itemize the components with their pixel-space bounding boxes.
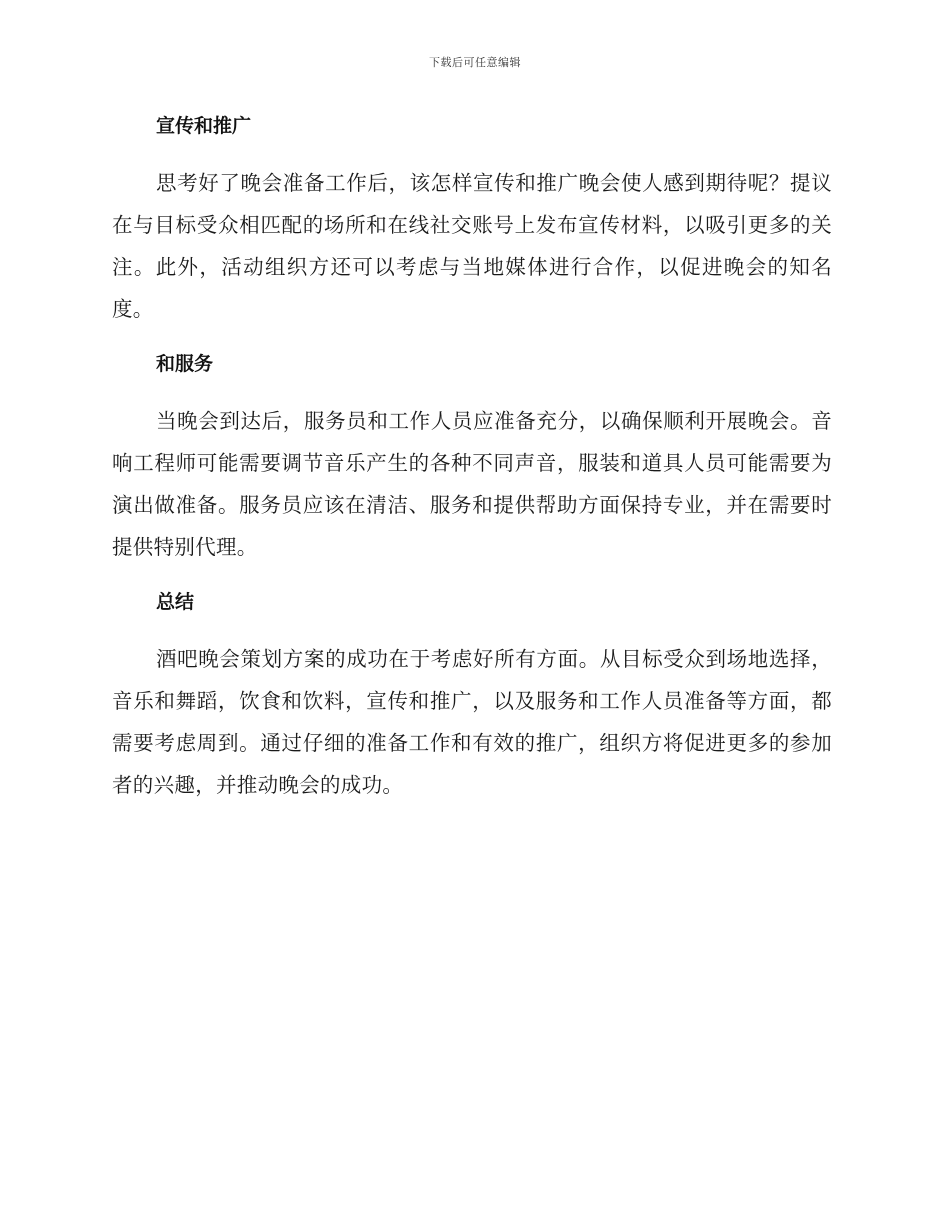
section-paragraph: 酒吧晚会策划方案的成功在于考虑好所有方面。从目标受众到场地选择，音乐和舞蹈，饮食和饮料，宣传和推广，以及服务和工作人员准备等方面，都需要考虑周到。通过仔细的准备工作和有效的推广，组织方将促进更多的参加者的兴趣，并推动晚会的成功。 xyxy=(112,647,832,797)
section-heading: 和服务 xyxy=(156,353,214,375)
page-header-note: 下载后可任意编辑 xyxy=(429,56,521,69)
section-paragraph: 当晚会到达后，服务员和工作人员应准备充分，以确保顺利开展晚会。音响工程师可能需要调节音乐产生的各种不同声音，服装和道具人员可能需要为演出做准备。服务员应该在清洁、服务和提供帮助方面保持专业，并在需要时提供特别代理。 xyxy=(112,409,832,559)
document-body xyxy=(112,110,832,824)
section-service xyxy=(112,348,832,568)
section-summary xyxy=(112,586,832,806)
section-promotion xyxy=(112,110,832,330)
section-heading: 总结 xyxy=(156,591,195,613)
section-paragraph: 思考好了晚会准备工作后，该怎样宣传和推广晚会使人感到期待呢？提议在与目标受众相匹配的场所和在线社交账号上发布宣传材料，以吸引更多的关注。此外，活动组织方还可以考虑与当地媒体进行合作，以促进晚会的知名度。 xyxy=(112,171,832,321)
section-heading: 宣传和推广 xyxy=(156,115,252,137)
